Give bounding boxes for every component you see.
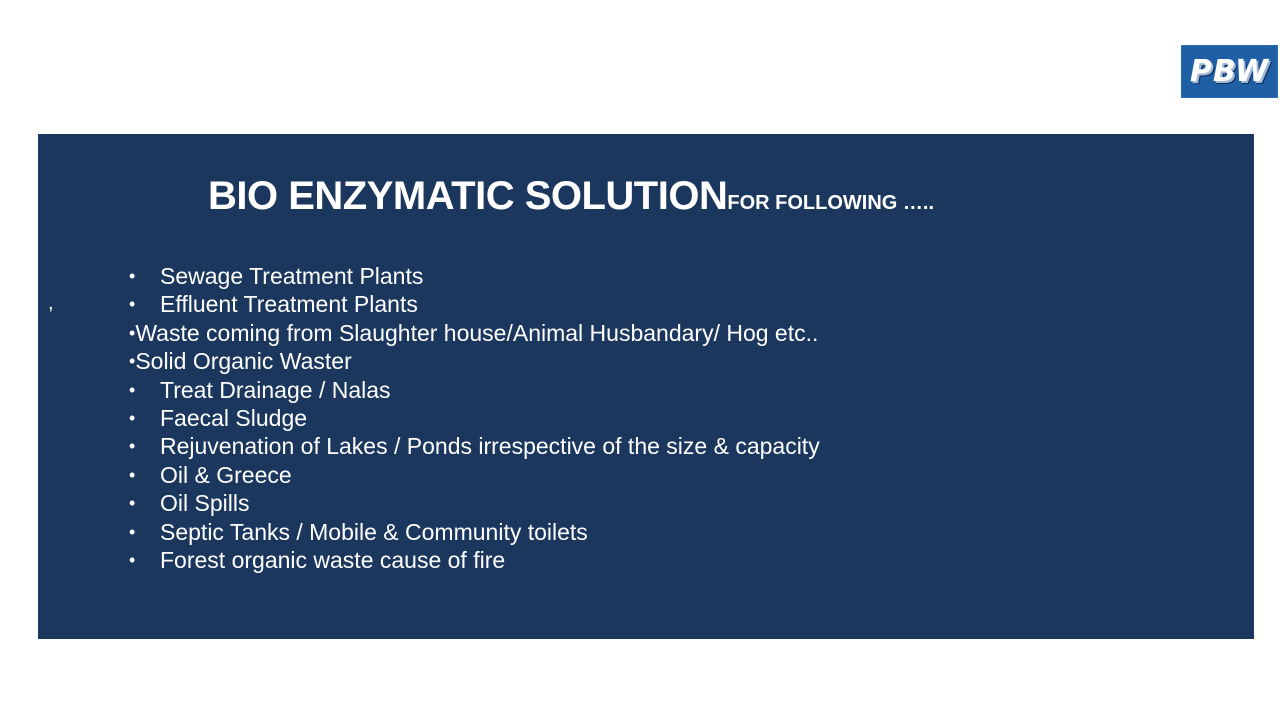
bullet-icon: •	[129, 351, 136, 372]
stray-mark: ,	[48, 292, 54, 314]
list-item-label: Forest organic waste cause of fire	[160, 546, 506, 573]
list-item-label: Oil Spills	[160, 490, 250, 517]
bullet-icon: •	[129, 379, 136, 400]
list-item-label: Waste coming from Slaughter house/Animal Husbandary/ Hog etc..	[135, 319, 819, 346]
list-item	[128, 376, 820, 404]
bullet-icon: •	[129, 407, 136, 428]
list-item	[128, 290, 820, 318]
logo-text: PBW	[1189, 54, 1270, 89]
title-main: BIO ENZYMATIC SOLUTION	[208, 174, 728, 218]
bullet-icon: •	[129, 322, 136, 343]
list-item-label: Faecal Sludge	[160, 404, 308, 431]
list-item	[128, 546, 820, 574]
bullet-icon: •	[129, 493, 136, 514]
pbw-logo	[1181, 45, 1278, 98]
bullet-icon: •	[129, 521, 136, 542]
solution-list	[128, 262, 820, 574]
title-sub: FOR FOLLOWING …..	[727, 192, 934, 214]
content-panel	[38, 134, 1254, 639]
list-item	[128, 347, 820, 375]
list-item	[128, 461, 820, 489]
list-item-label: Effluent Treatment Plants	[160, 291, 418, 318]
slide-title	[208, 174, 934, 219]
list-item-label: Oil & Greece	[160, 461, 292, 488]
list-item-label: Solid Organic Waster	[135, 348, 352, 375]
bullet-icon: •	[129, 436, 136, 457]
bullet-icon: •	[129, 294, 136, 315]
list-item	[128, 319, 820, 347]
bullet-icon: •	[129, 549, 136, 570]
list-item	[128, 432, 820, 460]
bullet-icon: •	[129, 266, 136, 286]
list-item	[128, 518, 820, 546]
list-item-label: Septic Tanks / Mobile & Community toilets	[160, 518, 588, 545]
list-item-label: Rejuvenation of Lakes / Ponds irrespective of the size & capacity	[160, 433, 820, 460]
list-item	[128, 404, 820, 432]
list-item	[128, 489, 820, 517]
bullet-icon: •	[129, 464, 136, 485]
list-item-label: Sewage Treatment Plants	[160, 263, 424, 289]
list-item-label: Treat Drainage / Nalas	[160, 376, 391, 403]
list-item	[128, 262, 820, 290]
